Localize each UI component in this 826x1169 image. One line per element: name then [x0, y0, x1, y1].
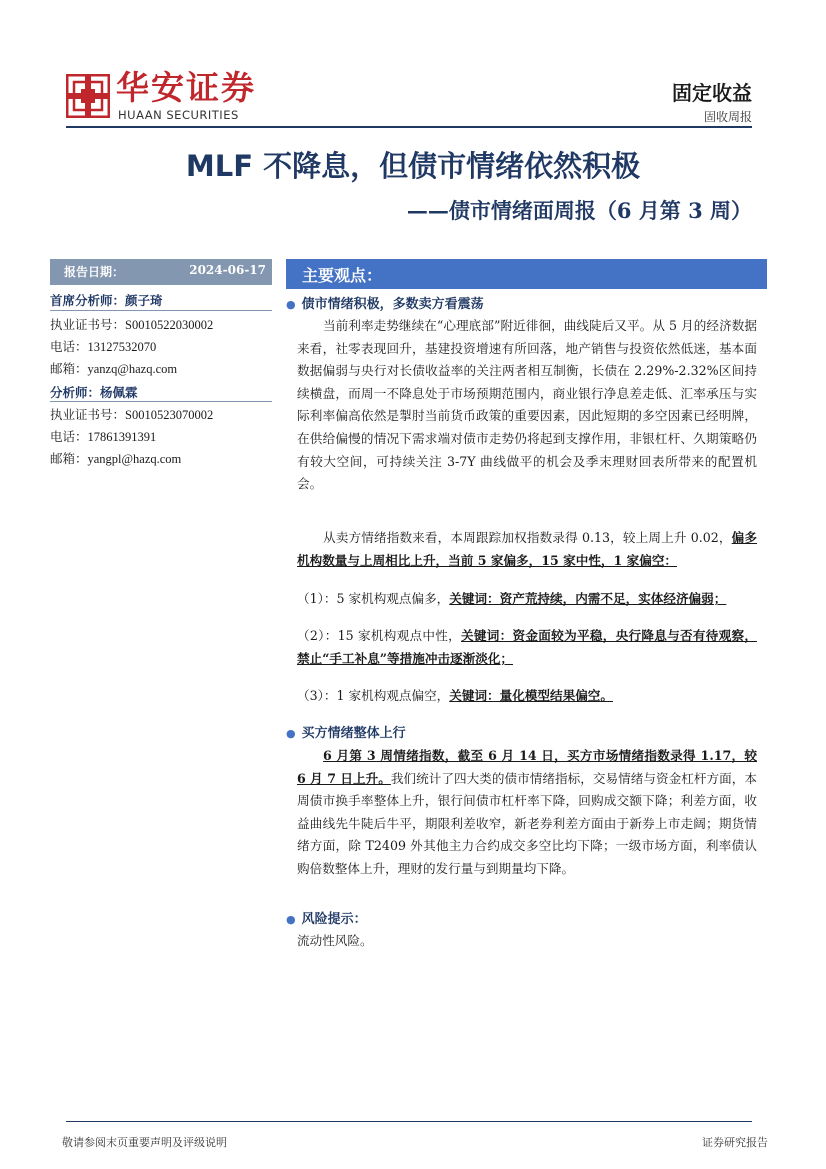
report-date-value: 2024-06-17: [189, 263, 266, 277]
analyst-divider: [50, 401, 272, 402]
paragraph: 6 月第 3 周情绪指数，截至 6 月 14 日，买方市场情绪指数录得 1.17，较 6 月 7 日上升。我们统计了四大类的债市情绪指标，交易情绪与资金杠杆方面，本周债市换手率整体上升，银行间债市杠杆率下降，回购成交额下降；利差方面，收益曲线先牛陡后牛平，期限利差收窄，新老券利差方面由于新券上市走阔；期货情绪方面，除 T2409 外其他主力合约成交多空比均下降；一级市场方面，利率债认购倍数整体上升，理财的发行量与到期量均下降。: [297, 748, 757, 876]
analyst-title: 首席分析师：颜子琦: [50, 293, 163, 308]
analyst-cert: 执业证书号：S0010522030002: [50, 318, 214, 332]
bullet-icon: ●: [286, 298, 296, 311]
report-date-label: 报告日期：: [64, 265, 125, 279]
analyst-email: 邮箱：yanzq@hazq.com: [50, 362, 178, 376]
footer-divider: [66, 1121, 752, 1122]
main-views-title: 主要观点：: [302, 266, 383, 285]
analyst-title: 分析师：杨佩霖: [50, 385, 138, 400]
section-heading: ● 买方情绪整体上行: [286, 726, 406, 741]
company-name-cn: 华安证券: [116, 68, 256, 107]
section-heading: ● 债市情绪积极，多数卖方看震荡: [286, 297, 484, 312]
analyst-email: 邮箱：yangpl@hazq.com: [50, 452, 182, 466]
company-name-en: HUAAN SECURITIES: [118, 108, 239, 122]
doc-type: 固收周报: [703, 110, 752, 124]
paragraph: 当前利率走势继续在“心理底部”附近徘徊，曲线陡后又平。从 5 月的经济数据来看，社零表现回升，基建投资增速有所回落，地产销售与投资依然低迷，基本面数据偏弱与央行对长债收益率的关注两者相互制衡，长债在 2.29%-2.32%区间持续横盘，而周一不降息处于市场预期范围内，商业银行净息差走低、汇率承压与实际利率偏高依然是掣肘当前货币政策的重要因素，因此短期的多空因素已经明牌，在供给偏慢的情况下需求端对债市走势仍将起到支撑作用，非银杠杆、久期策略仍有较大空间，可持续关注 3-7Y 曲线做平的机会及季末理财回表所带来的配置机会。: [297, 318, 757, 492]
analyst-phone: 电话：17861391391: [50, 430, 157, 444]
list-item: （2）：15 家机构观点中性，关键词：资金面较为平稳，央行降息与否有待观察，禁止“手工补息”等措施冲击逐渐淡化；: [297, 628, 757, 666]
company-logo-icon: [66, 74, 110, 118]
doc-category: 固定收益: [672, 81, 752, 105]
analyst-phone: 电话：13127532070: [50, 340, 157, 354]
paragraph: 从卖方情绪指数来看，本周跟踪加权指数录得 0.13，较上周上升 0.02，偏多机构数量与上周相比上升，当前 5 家偏多，15 家中性，1 家偏空：: [297, 530, 758, 568]
footer-report-type: 证券研究报告: [702, 1136, 768, 1149]
list-item: （3）：1 家机构观点偏空，关键词：量化模型结果偏空。: [297, 688, 613, 703]
bullet-icon: ●: [286, 727, 296, 740]
analyst-cert: 执业证书号：S0010523070002: [50, 408, 214, 422]
main-views-bar: [286, 259, 767, 289]
bullet-icon: ●: [286, 913, 296, 926]
main-title: MLF 不降息，但债市情绪依然积极: [185, 149, 641, 183]
list-item: （1）：5 家机构观点偏多，关键词：资产荒持续，内需不足，实体经济偏弱；: [297, 591, 727, 606]
report-date-bar: [50, 259, 272, 285]
footer-disclaimer: 敬请参阅末页重要声明及评级说明: [62, 1136, 227, 1149]
paragraph: 流动性风险。: [297, 933, 373, 948]
analyst-divider: [50, 310, 272, 311]
header-divider: [66, 126, 752, 128]
sub-title: ——债市情绪面周报（6 月第 3 周）: [406, 198, 752, 223]
section-heading: ● 风险提示：: [286, 912, 367, 927]
